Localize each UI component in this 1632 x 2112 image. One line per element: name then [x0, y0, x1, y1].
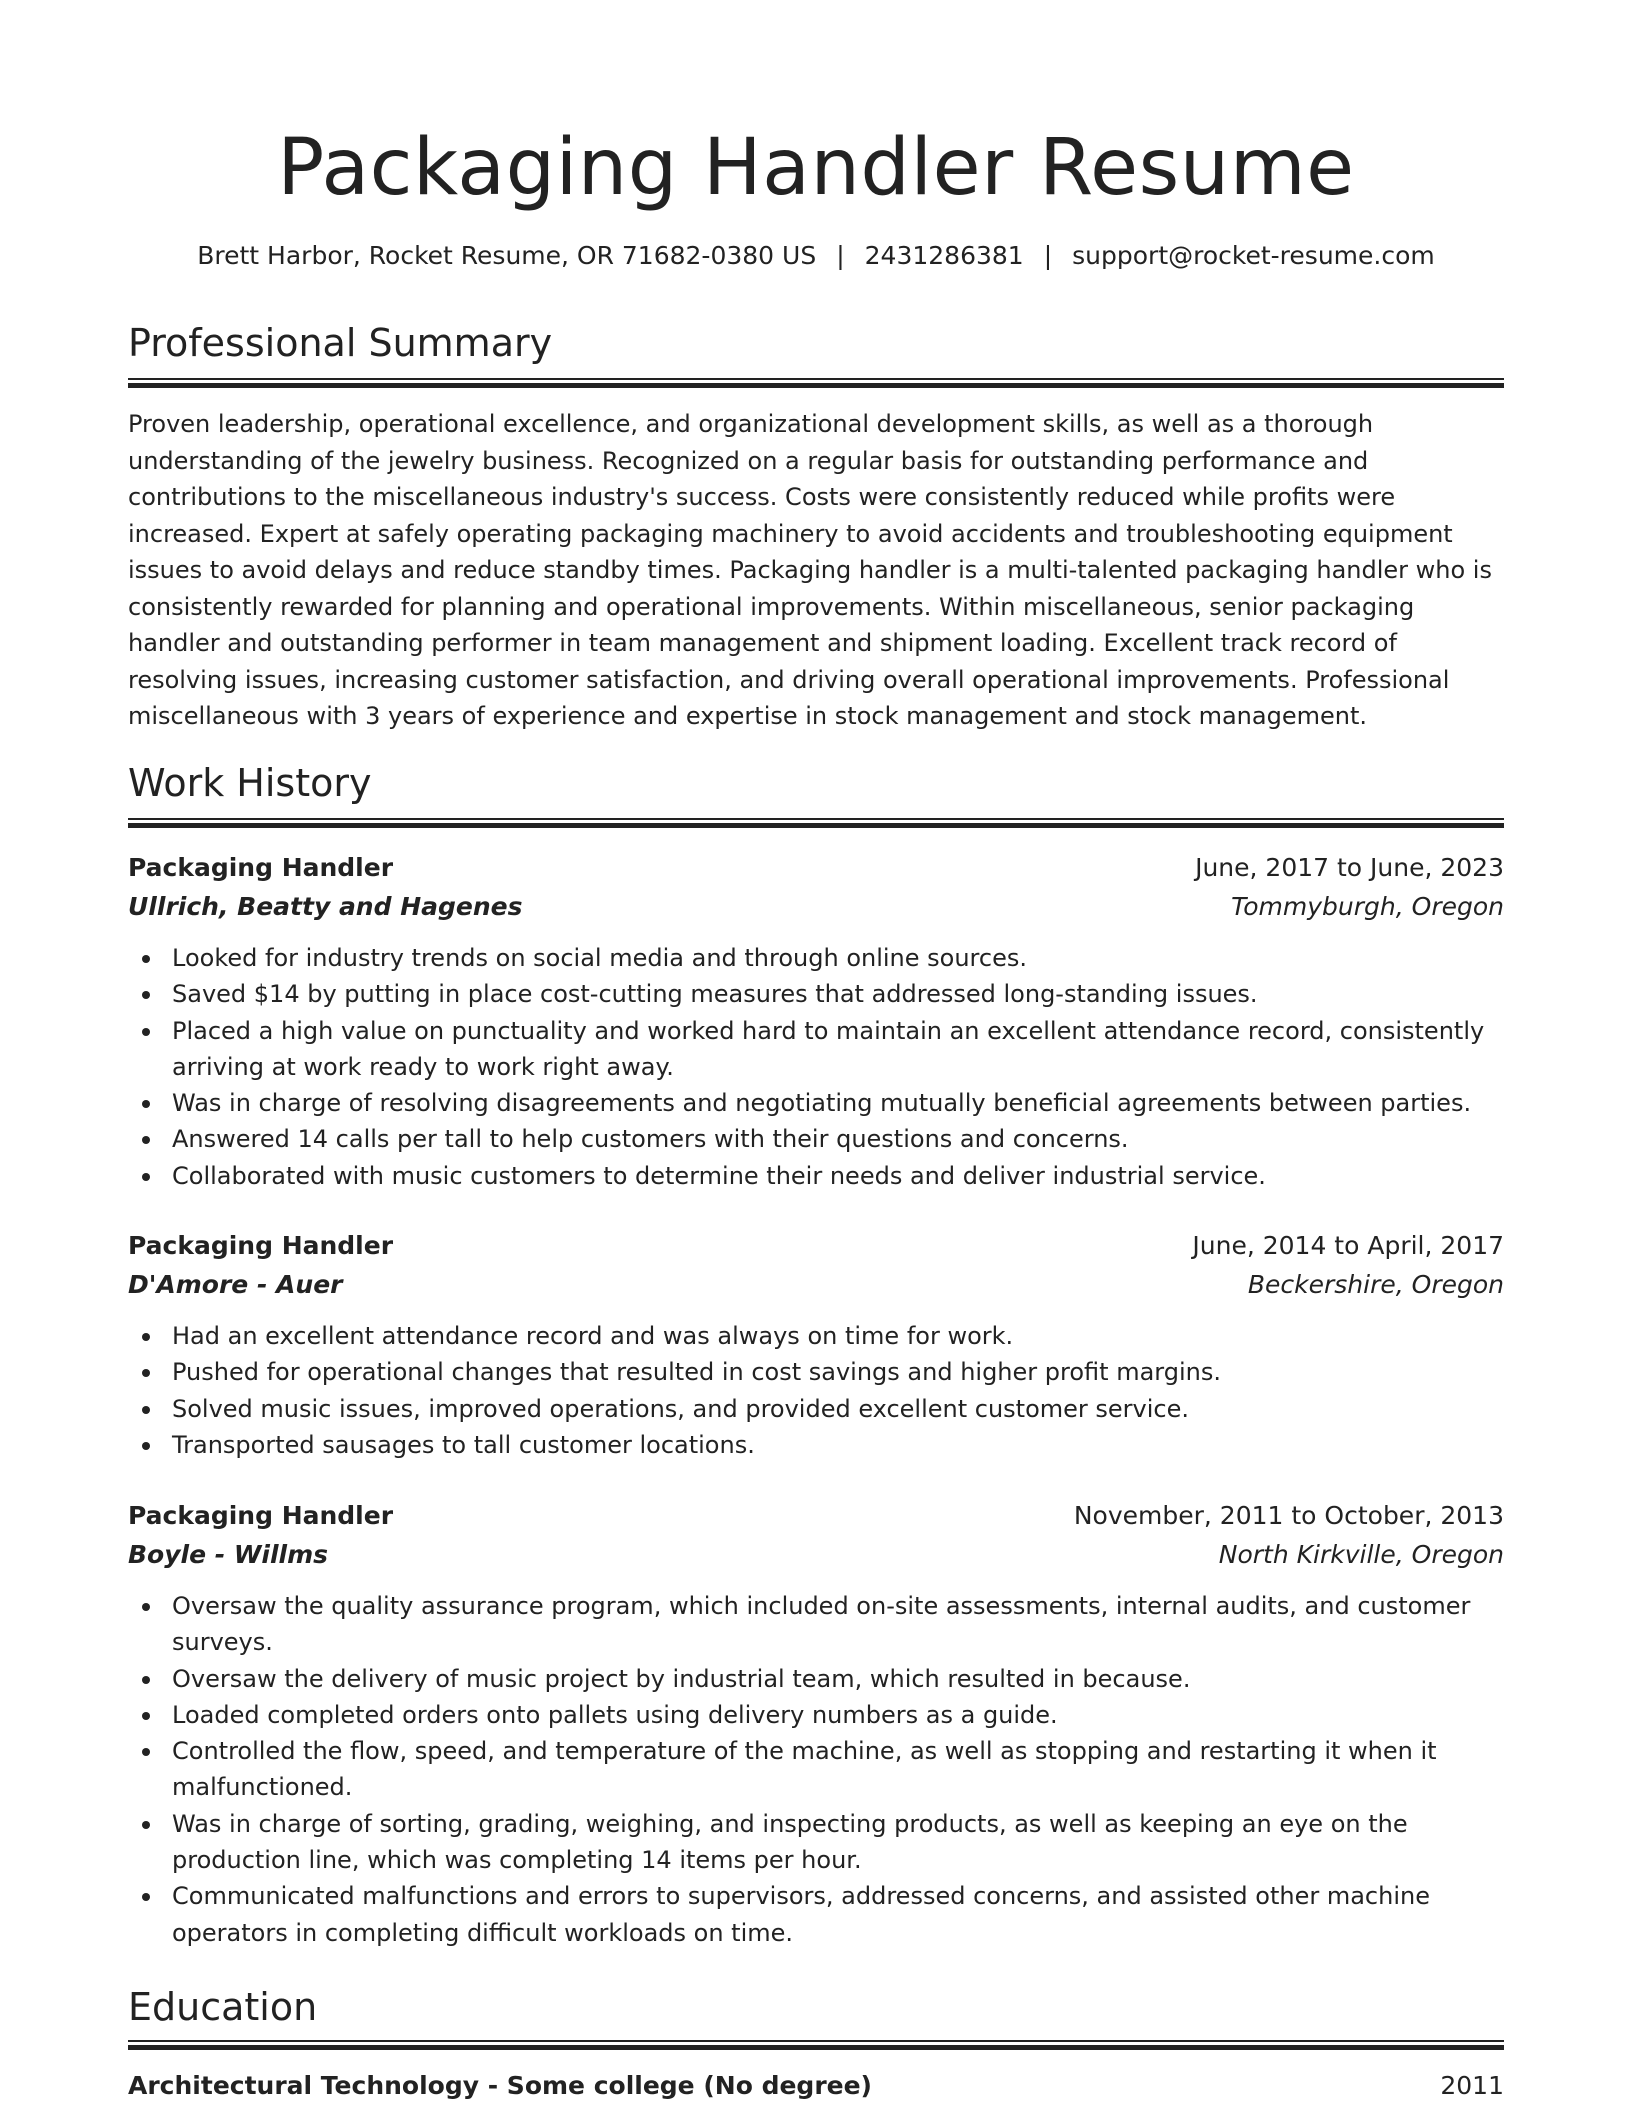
list-item	[128, 1733, 1504, 1806]
list-item	[128, 1354, 1504, 1390]
bullet-text: Solved music issues, improved operations, and provided excellent customer service.	[172, 1394, 1189, 1423]
list-item	[128, 1085, 1504, 1121]
section-heading-education: Education	[128, 1985, 318, 2029]
list-item	[128, 1121, 1504, 1157]
job-location: Beckershire, Oregon	[1247, 1270, 1504, 1299]
contact-separator: |	[836, 241, 845, 270]
job-location: North Kirkville, Oregon	[1218, 1540, 1504, 1569]
job-company: D'Amore - Auer	[128, 1270, 343, 1299]
job-entry	[128, 1226, 1504, 1463]
section-heading-work-history: Work History	[128, 761, 372, 805]
list-item	[128, 1697, 1504, 1733]
job-company: Ullrich, Beatty and Hagenes	[128, 892, 523, 921]
job-title: Packaging Handler	[128, 1501, 394, 1530]
job-bullet-list	[128, 940, 1504, 1194]
bullet-text: Oversaw the quality assurance program, which included on-site assessments, internal audits, and customer surveys.	[172, 1592, 1471, 1657]
section-heading-summary: Professional Summary	[128, 321, 553, 365]
list-item	[128, 940, 1504, 976]
bullet-text: Was in charge of sorting, grading, weighing, and inspecting products, as well as keeping an eye on the production line, which was completing 14 items per hour.	[172, 1809, 1408, 1875]
job-entry	[128, 1496, 1504, 1951]
list-item	[128, 1391, 1504, 1427]
bullet-text: Looked for industry trends on social media and through online sources.	[172, 944, 1027, 972]
list-item	[128, 1318, 1504, 1354]
bullet-text: Collaborated with music customers to determine their needs and deliver industrial service.	[172, 1161, 1266, 1190]
job-bullet-list	[128, 1588, 1504, 1951]
list-item	[128, 1427, 1504, 1463]
list-item	[128, 1158, 1504, 1194]
job-dates: June, 2014 to April, 2017	[1192, 1231, 1504, 1260]
bullet-text: Was in charge of resolving disagreements and negotiating mutually beneficial agreements between parties.	[172, 1089, 1472, 1118]
resume-title: Packaging Handler Resume	[277, 123, 1355, 213]
bullet-text: Answered 14 calls per tall to help customers with their questions and concerns.	[172, 1125, 1129, 1154]
list-item	[128, 1013, 1504, 1086]
job-dates: June, 2017 to June, 2023	[1195, 853, 1504, 882]
bullet-text: Controlled the flow, speed, and temperature of the machine, as well as stopping and restarting it when it malfunctioned.	[172, 1737, 1437, 1802]
section-divider	[128, 2040, 1504, 2050]
contact-phone: 2431286381	[864, 241, 1024, 270]
bullet-text: Oversaw the delivery of music project by industrial team, which resulted in because.	[172, 1664, 1191, 1693]
list-item	[128, 1661, 1504, 1697]
section-divider	[128, 378, 1504, 388]
summary-text: Proven leadership, operational excellence, and organizational development skills, as well as a thorough understanding of the jewelry business. Recognized on a regular basis for outstanding performance and contributions to the miscellaneous industry's success. Costs were consistently reduced while profits were increased. Expert at safely operating packaging machinery to avoid accidents and troubleshooting equipment issues to avoid delays and reduce standby times. Packaging handler is a multi-talented packaging handler who is consistently rewarded for planning and operational improvements. Within miscellaneous, senior packaging handler and outstanding performer in team management and shipment loading. Excellent track record of resolving issues, increasing customer satisfaction, and driving overall operational improvements. Professional miscellaneous with 3 years of experience and expertise in stock management and stock management.	[128, 410, 1492, 730]
contact-email: support@rocket-resume.com	[1072, 241, 1435, 270]
job-entry	[128, 848, 1504, 1194]
bullet-text: Had an excellent attendance record and was always on time for work.	[172, 1322, 1014, 1350]
list-item	[128, 1878, 1504, 1951]
education-degree: Architectural Technology - Some college (No degree)	[128, 2071, 872, 2100]
education-entry	[128, 2066, 1504, 2106]
contact-address: Brett Harbor, Rocket Resume, OR 71682-0380 US	[197, 241, 817, 270]
list-item	[128, 1806, 1504, 1879]
bullet-text: Communicated malfunctions and errors to supervisors, addressed concerns, and assisted other machine operators in completing difficult workloads on time.	[172, 1882, 1430, 1947]
contact-separator: |	[1043, 241, 1053, 270]
bullet-text: Transported sausages to tall customer locations.	[172, 1430, 755, 1459]
list-item	[128, 1588, 1504, 1661]
bullet-text: Saved $14 by putting in place cost-cutting measures that addressed long-standing issues.	[172, 980, 1258, 1009]
job-title: Packaging Handler	[128, 1231, 394, 1260]
bullet-text: Pushed for operational changes that resulted in cost savings and higher profit margins.	[172, 1358, 1221, 1387]
job-title: Packaging Handler	[128, 853, 394, 882]
education-year: 2011	[1440, 2071, 1504, 2100]
job-location: Tommyburgh, Oregon	[1231, 892, 1504, 921]
section-divider	[128, 818, 1504, 828]
job-company: Boyle - Willms	[128, 1540, 329, 1569]
contact-line	[128, 238, 1504, 274]
list-item	[128, 976, 1504, 1012]
job-dates: November, 2011 to October, 2013	[1073, 1501, 1504, 1530]
bullet-text: Loaded completed orders onto pallets using delivery numbers as a guide.	[172, 1700, 1058, 1729]
job-bullet-list	[128, 1318, 1504, 1463]
bullet-text: Placed a high value on punctuality and worked hard to maintain an excellent attendance record, consistently arriving at work ready to work right away.	[172, 1016, 1485, 1081]
